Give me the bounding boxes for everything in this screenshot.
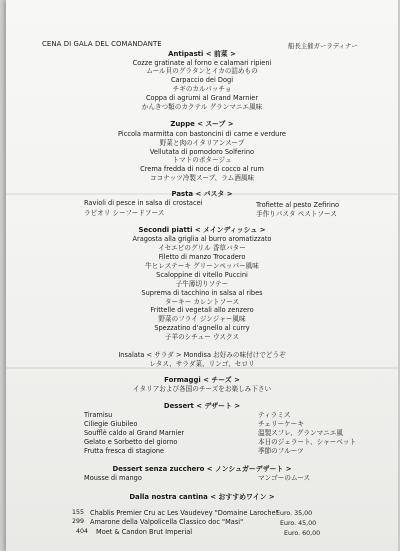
menu-item-jp: 子羊のシチュー ウスクス: [164, 333, 240, 341]
wine-heading: Dalla nostra cantina < おすすめワイン >: [129, 493, 275, 501]
menu-item-jp: ティラミス: [258, 411, 291, 419]
menu-item: Frittelle di vegetali allo zenzero: [150, 306, 254, 314]
wine-name: Moet & Candon Brut Imperial: [96, 528, 193, 536]
menu-item: Ciliegie Giubileo: [84, 420, 138, 428]
menu-item-jp: 季節のフルーツ: [258, 447, 304, 455]
menu-item-jp: 野菜と肉のイタリアンスープ: [159, 139, 245, 147]
wine-number: 155: [71, 509, 84, 516]
wine-price: Euro. 45,00: [280, 520, 317, 527]
menu-item-jp: 野菜のフライ ジンジャー風味: [158, 315, 246, 323]
menu-item: Crema fredda di noce di cocco al rum: [140, 165, 264, 173]
menu-item-jp: イタリアおよび各国のチーズをお楽しみ下さい: [132, 385, 272, 393]
menu-title: CENA DI GALA DEL COMANDANTE: [42, 40, 162, 48]
menu-item: Mousse di mango: [84, 474, 142, 482]
menu-item-jp: マンゴーのムース: [258, 474, 311, 482]
menu-item-jp: ラビオリ シーフードソース: [84, 209, 165, 217]
sugarfree-heading: Dessert senza zucchero < ノンシュガーデザート >: [112, 465, 292, 473]
pasta-heading: Pasta < パスタ >: [171, 190, 233, 198]
menu-item-jp: トマトのポタージュ: [172, 156, 232, 164]
menu-item-jp: 子牛薄切りソテー: [175, 280, 229, 288]
menu-title-jp: 船長主催ガーラディナー: [288, 42, 358, 50]
antipasti-heading: Antipasti < 前菜 >: [168, 50, 236, 58]
zuppe-heading: Zuppe < スープ >: [170, 120, 234, 128]
menu-item: Cozze gratinate al forno e calamari ripieni: [132, 59, 272, 67]
menu-item-jp: 温製スフレ、グランマニエ風: [258, 429, 343, 437]
menu-item: Scaloppine di vitello Puccini: [156, 271, 248, 279]
menu-item-jp: チェリーケーキ: [258, 420, 304, 428]
wine-price: Euro. 35,00: [276, 510, 313, 517]
menu-item-jp: チギのカルパッチョ: [172, 85, 232, 93]
menu-item: Vellutata di pomodoro Solferino: [149, 148, 255, 156]
menu-item: Ravioli di pesce in salsa di crostacei: [84, 199, 203, 207]
menu-item-jp: イセエビのグリル 香草バター: [158, 244, 246, 252]
menu-item: Gelato e Sorbetto del giorno: [84, 438, 178, 446]
dessert-heading: Dessert < デザート >: [163, 402, 241, 410]
menu-item: Filetto di manzo Trocadero: [158, 253, 246, 261]
menu-item-jp: 手作りパスタ ペストソース: [256, 210, 337, 218]
menu-item-jp: ターキー カレントソース: [164, 298, 240, 306]
menu-item-jp: かんきつ類のカクテル グランマニエ風味: [141, 103, 263, 111]
menu-item: Tiramisu: [84, 411, 113, 419]
wine-number: 299: [71, 518, 84, 525]
menu-item: Piccola marmitta con bastoncini di carne e verdure: [118, 130, 286, 138]
menu-item: Aragosta alla griglia al burro aromatizzato: [132, 235, 272, 243]
menu-item: Suprema di tacchino in salsa al ribes: [141, 289, 263, 297]
menu-item-jp: ムール貝のグラタンとイカの詰めもの: [146, 67, 258, 75]
secondi-heading: Secondi piatti < メインディッシュ >: [138, 226, 266, 234]
menu-item: Coppa di agrumi al Grand Marnier: [145, 94, 259, 102]
wine-number: 404: [75, 528, 88, 535]
menu-item-jp: 本日のジェラート、シャーベット: [258, 438, 357, 446]
wine-name: Chablis Premier Cru ac Les Vaudevey "Domaine Laroche": [90, 509, 279, 517]
menu-item: Carpaccio dei Dogi: [170, 76, 234, 84]
menu-item-jp: レタス、サラダ菜、リンゴ、セロリ: [149, 360, 255, 368]
menu-item: Frutta fresca di stagione: [84, 447, 165, 455]
wine-price: Euro. 60,00: [284, 530, 321, 537]
menu-item: Soufflè caldo al Grand Marnier: [84, 429, 185, 437]
menu-item-jp: 牛ヒレステーキ グリーンペッパー風味: [145, 262, 259, 270]
formaggi-heading: Formaggi < チーズ >: [164, 376, 240, 384]
insalata-heading: Insalata < サラダ > Mondisa お好みの味付けでどうぞ: [118, 351, 286, 359]
menu-item: Spezzatino d'agnello al curry: [154, 324, 250, 332]
wine-name: Amarone della Valpolicella Classico doc "Masi": [90, 518, 244, 526]
menu-item-jp: ココナッツ冷製スープ、ラム酒風味: [149, 174, 255, 182]
menu-item: Trofiette al pesto Zefirino: [256, 201, 340, 209]
